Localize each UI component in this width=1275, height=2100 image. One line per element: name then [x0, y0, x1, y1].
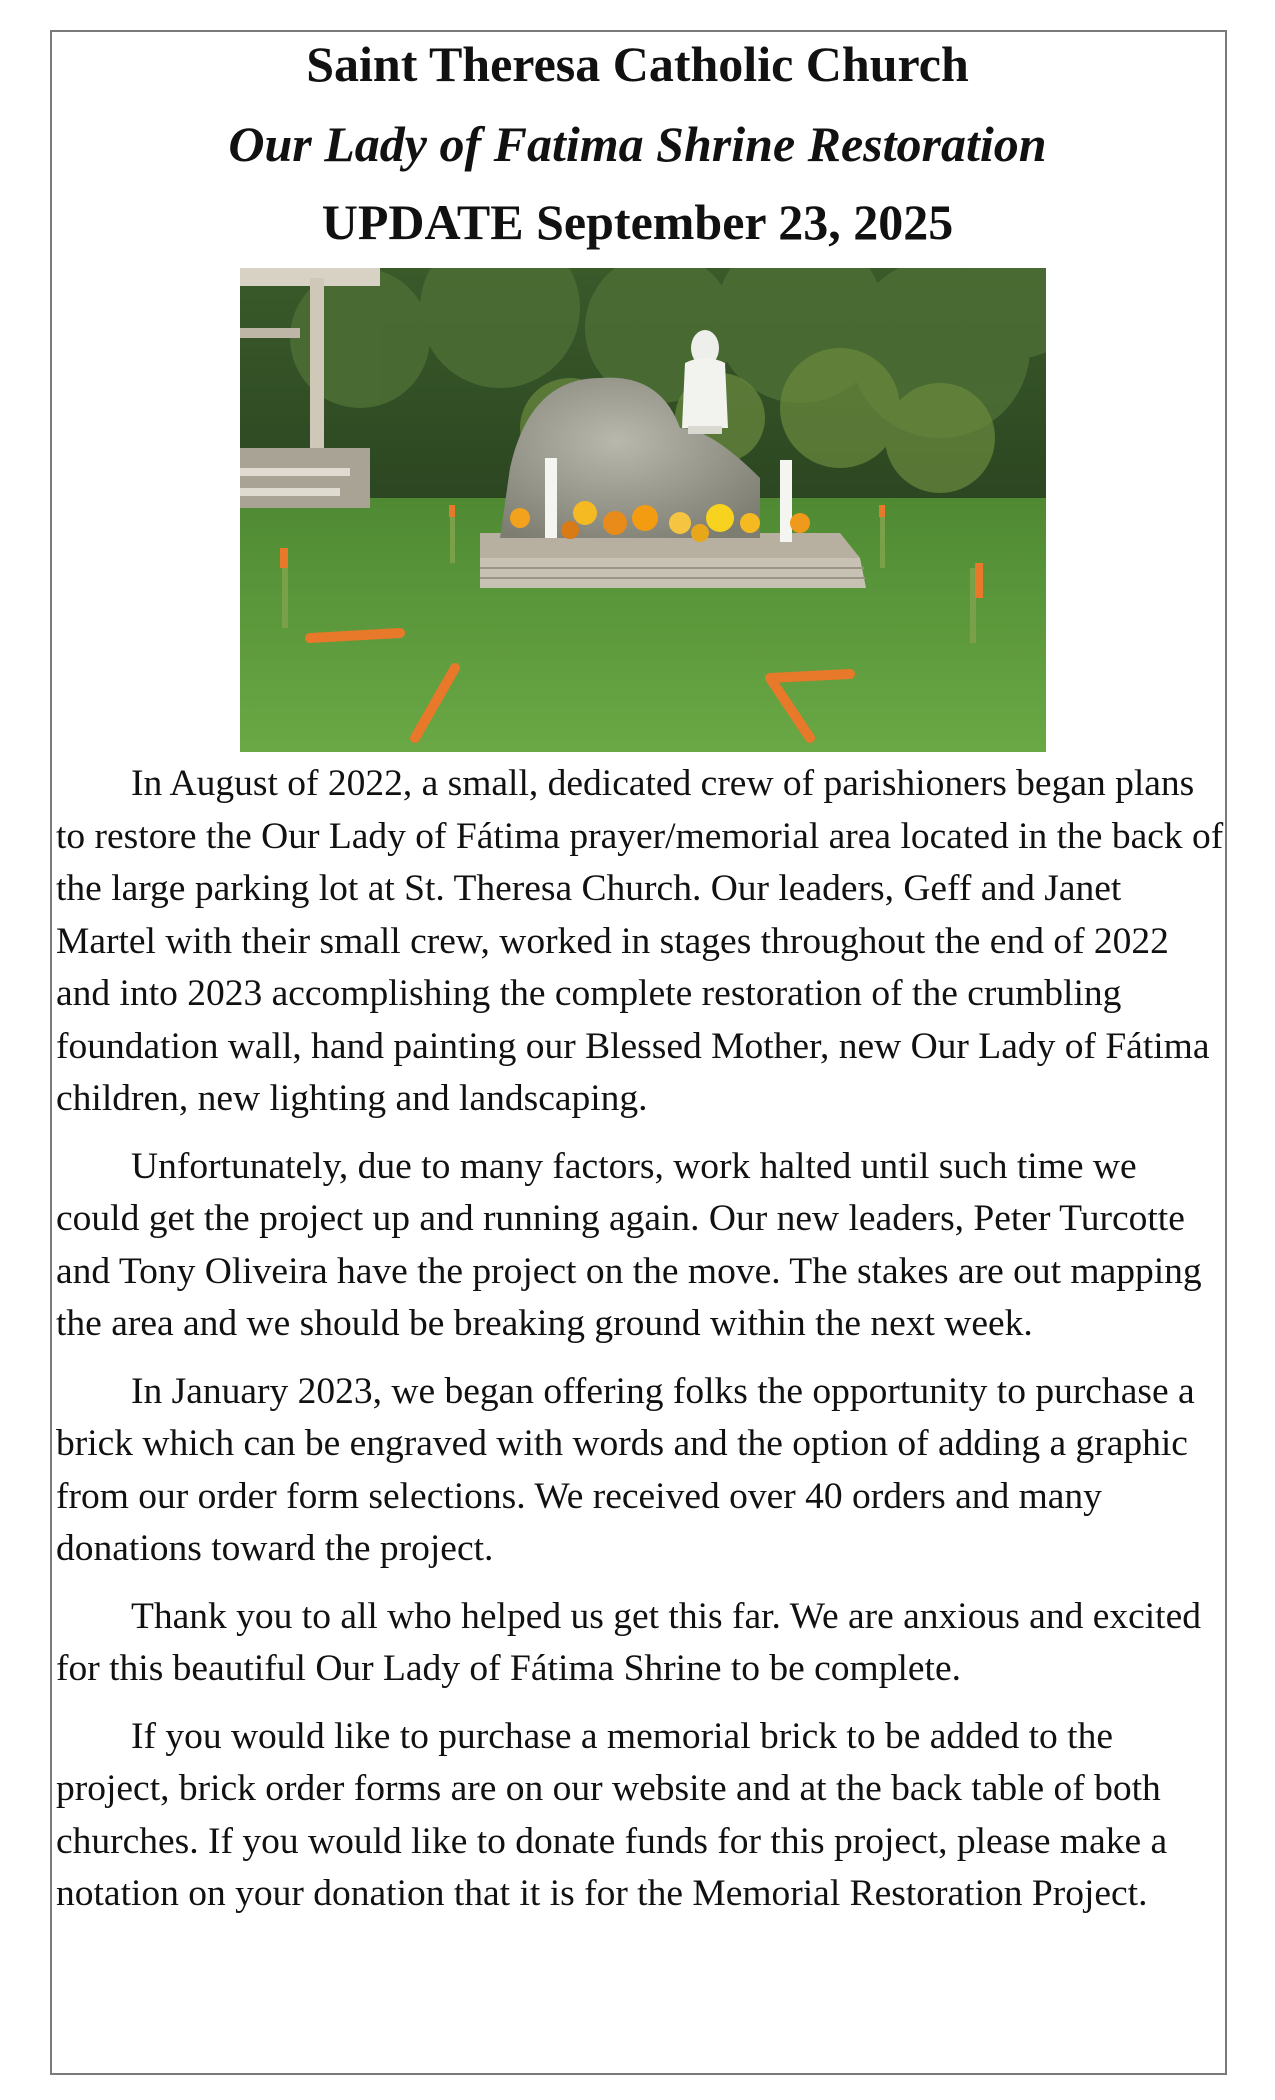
article-paragraph: If you would like to purchase a memorial brick to be added to the project, brick order forms are on our website and at the back table of both churches. If you would like to donate funds for this project, please make a notation on your donation that it is for the Memorial Restoration Project.: [56, 1715, 1168, 1914]
shrine-planter: [480, 533, 866, 588]
lamp-post: [780, 460, 792, 542]
shrine-photo: [240, 268, 1046, 752]
article-paragraph: Unfortunately, due to many factors, work halted until such time we could get the project up and running again. Our new leaders, Peter Turcotte and Tony Oliveira have the project on the move. The stakes are out mapping the area and we should be breaking ground within the next week.: [56, 1145, 1202, 1344]
lamp-post: [545, 458, 557, 538]
article-paragraph: In January 2023, we began offering folks the opportunity to purchase a brick which can be engraved with words and the option of adding a graphic from our order form selections. We received over 40 orders and many donations toward the project.: [56, 1370, 1195, 1569]
project-title: Our Lady of Fatima Shrine Restoration: [228, 116, 1047, 172]
church-name: Saint Theresa Catholic Church: [306, 36, 969, 92]
article-paragraph: In August of 2022, a small, dedicated crew of parishioners began plans to restore the Our Lady of Fátima prayer/memorial area located in the back of the large parking lot at St. Theresa Church. Our leaders, Geff and Janet Martel with their small crew, worked in stages throughout the end of 2022 and into 2023 accomplishing the complete restoration of the crumbling foundation wall, hand painting our Blessed Mother, new Our Lady of Fátima children, new lighting and landscaping.: [56, 763, 1224, 1119]
article-body: [56, 758, 1226, 1936]
article-paragraph: Thank you to all who helped us get this far. We are anxious and excited for this beautiful Our Lady of Fátima Shrine to be complete.: [56, 1595, 1201, 1689]
update-date: UPDATE September 23, 2025: [321, 194, 954, 250]
